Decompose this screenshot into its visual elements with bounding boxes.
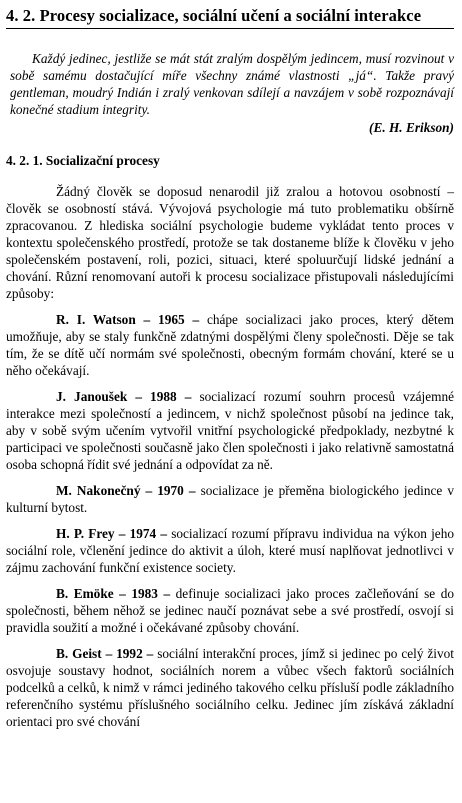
definition-text: socializací rozumí souhrn procesů vzájemné interakce mezi společností a jedincem, v nichž společnost působí na jedince tak, aby v sobě svým učením vytvořil vnitřní psychologické předpoklady, nezbytné k participaci ve společnosti současně jako člen společnosti i jako relativně samostatná osoba schopná řídit své jednání a odpovídat za ně. — [6, 389, 454, 472]
definition-text: socializací rozumí přípravu individua na výkon jeho sociální role, včlenění jedince do aktivit a úloh, které musí naplňovat jednotlivci v zájmu zachování funkční existence society. — [6, 526, 454, 575]
definition-author: M. Nakonečný – 1970 – — [56, 483, 196, 498]
motto-quote: Každý jedinec, jestliže se mát stát zralým dospělým jedincem, musí rozvinout v sobě samému dostačující míře všechny známé vlastnosti „já“. Takže pravý gentleman, moudrý Indián i zralý venkovan sdílejí a navzájem v sobě rozpoznávají konečné stadium integrity. — [10, 51, 454, 117]
definition-text: sociální interakční proces, jímž si jedinec po celý život osvojuje soustavy hodnot, sociálních norem a vůbec všech faktorů sociálních podcelků a celků, k nimž v rámci jediného takového celku přísluší podle základního referenčního systému příslušného sociálního celku. Jedinec jím získává základní orientaci pro své chování — [6, 646, 454, 729]
intro-paragraph: Žádný člověk se doposud nenarodil již zralou a hotovou osobností – člověk se osobností stává. Vývojová psychologie má tuto problematiku obšírně zpracovanou. Z hlediska sociální psychologie budeme vykládat tento proces v kontextu společenského prostředí, protože se tak dostaneme blíže k člověku v jeho společenském postavení, roli, pozici, situaci, které spoluurčují lidské jednání a chování. Různí renomovaní autoři k procesu socializace přistupovali následujícími způsoby: — [6, 184, 454, 301]
definition-text: chápe socializaci jako proces, který dětem umožňuje, aby se staly funkčně zdatnými dospělými členy společnosti. Děje se tak tím, že se dítě učí normám své společnosti, obecným formám chování, které se u něho očekávají. — [6, 312, 454, 378]
definition-author: R. I. Watson – 1965 – — [56, 312, 200, 327]
definition-author: B. Emöke – 1983 – — [56, 586, 171, 601]
definition-janousek — [6, 388, 454, 473]
definition-author: B. Geist – 1992 – — [56, 646, 154, 661]
definition-geist — [6, 645, 454, 730]
section-title: 4. 2. Procesy socializace, sociální učení a sociální interakce — [6, 6, 454, 29]
definition-frey — [6, 525, 454, 576]
definition-author: J. Janoušek – 1988 – — [56, 389, 192, 404]
definition-nakonecny — [6, 482, 454, 516]
motto-author: (E. H. Erikson) — [369, 120, 454, 135]
subsection-title: 4. 2. 1. Socializační procesy — [6, 153, 160, 168]
definition-watson — [6, 311, 454, 379]
definition-text: socializace je přeměna biologického jedince v kulturní bytost. — [6, 483, 454, 515]
definition-author: H. P. Frey – 1974 – — [56, 526, 168, 541]
definition-text: definuje socializaci jako proces začleňování se do společnosti, během něhož se jedinec naučí poznávat sebe a své prostředí, osvojí si pravidla soužití a možné i očekávané způsoby chování. — [6, 586, 455, 635]
definition-emoke — [6, 585, 454, 636]
